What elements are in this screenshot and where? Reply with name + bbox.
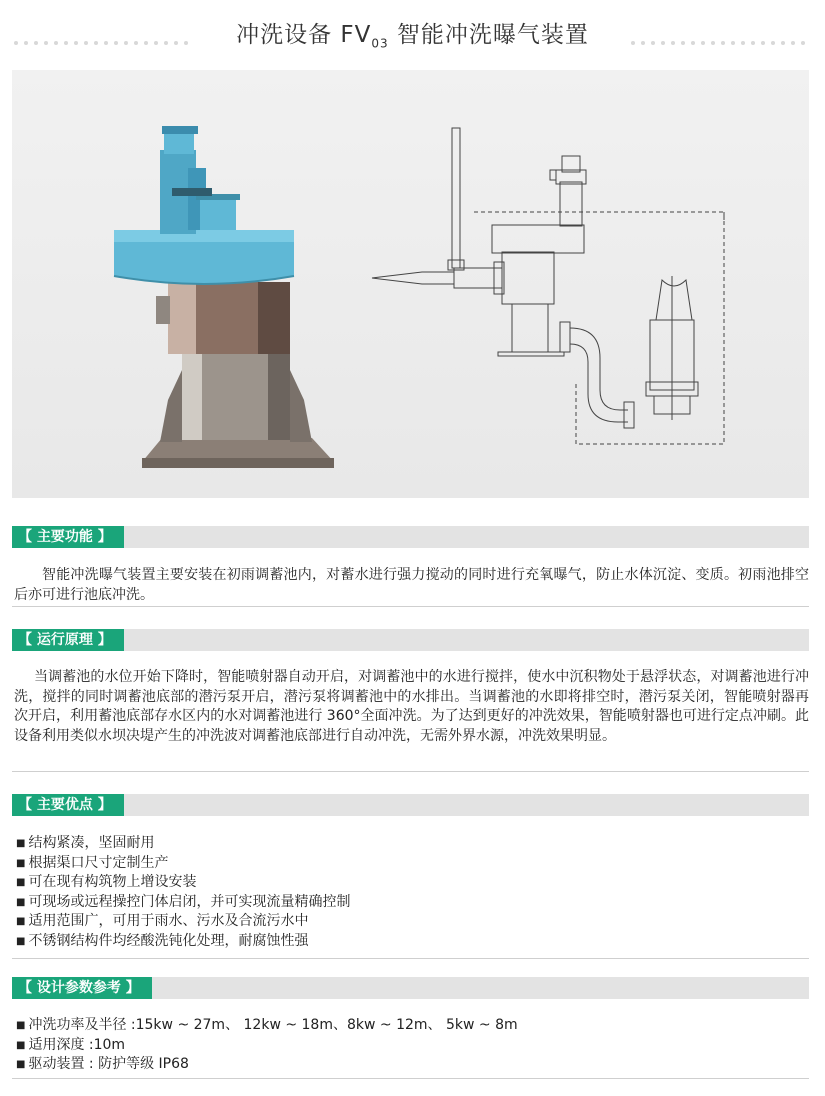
list-item: ■ 驱动装置 : 防护等级 IP68 [16,1055,806,1075]
product-photo [72,70,372,498]
product-image-panel [12,70,809,498]
list-item: ■ 适用深度 :10m [16,1036,806,1056]
list-item: ■ 不锈钢结构件均经酸洗钝化处理，耐腐蚀性强 [16,932,806,952]
title-suffix: 智能冲洗曝气装置 [388,22,589,48]
section-header-function [12,526,809,548]
section-header-principle [12,629,809,651]
function-text: 智能冲洗曝气装置主要安装在初雨调蓄池内，对蓄水进行强力搅动的同时进行充氧曝气，防止水体沉淀、变质。初雨池排空后亦可进行池底冲洗。 [14,567,809,603]
title-prefix: 冲洗设备 FV [236,22,372,48]
section-tag: 【 设计参数参考 】 [12,977,152,999]
title-subscript: 03 [371,36,389,51]
section-tag: 【 主要功能 】 [12,526,124,548]
section-divider [12,771,809,772]
principle-text: 当调蓄池的水位开始下降时，智能喷射器自动开启，对调蓄池中的水进行搅拌，使水中沉积物处于悬浮状态，对调蓄池进行冲洗，搅拌的同时调蓄池底部的潜污泵开启，潜污泵将调蓄池中的水排出。当调蓄池的水即将排空时，潜污泵关闭，智能喷射器再次开启，利用蓄池底部存水区内的水对调蓄池进行 360°全面冲洗。为了达到更好的冲洗效果，智能喷射器也可进行定点冲刷。此设备利用类似水坝决堤产生的冲洗波对调蓄池底部进行自动冲洗，无需外界水源，冲洗效果明显。 [14,669,809,744]
list-item: ■ 根据渠口尺寸定制生产 [16,854,806,874]
section-tag: 【 主要优点 】 [12,794,124,816]
params-list [16,1016,806,1075]
section-header-advantages [12,794,809,816]
page-header [0,0,825,60]
section-divider [12,606,809,607]
section-tag: 【 运行原理 】 [12,629,124,651]
list-item: ■ 适用范围广，可用于雨水、污水及合流污水中 [16,912,806,932]
list-item: ■ 可在现有构筑物上增设安装 [16,873,806,893]
section-header-params [12,977,809,999]
list-item: ■ 可现场或远程操控门体启闭，并可实现流量精确控制 [16,893,806,913]
decorative-dots-right [631,30,811,36]
section-divider [12,1078,809,1079]
list-item: ■ 冲洗功率及半径 :15kw ~ 27m、 12kw ~ 18m、8kw ~ 12m、 5kw ~ 8m [16,1016,806,1036]
section-divider [12,958,809,959]
advantages-list [16,834,806,951]
technical-drawing [362,70,792,498]
list-item: ■ 结构紧凑，坚固耐用 [16,834,806,854]
